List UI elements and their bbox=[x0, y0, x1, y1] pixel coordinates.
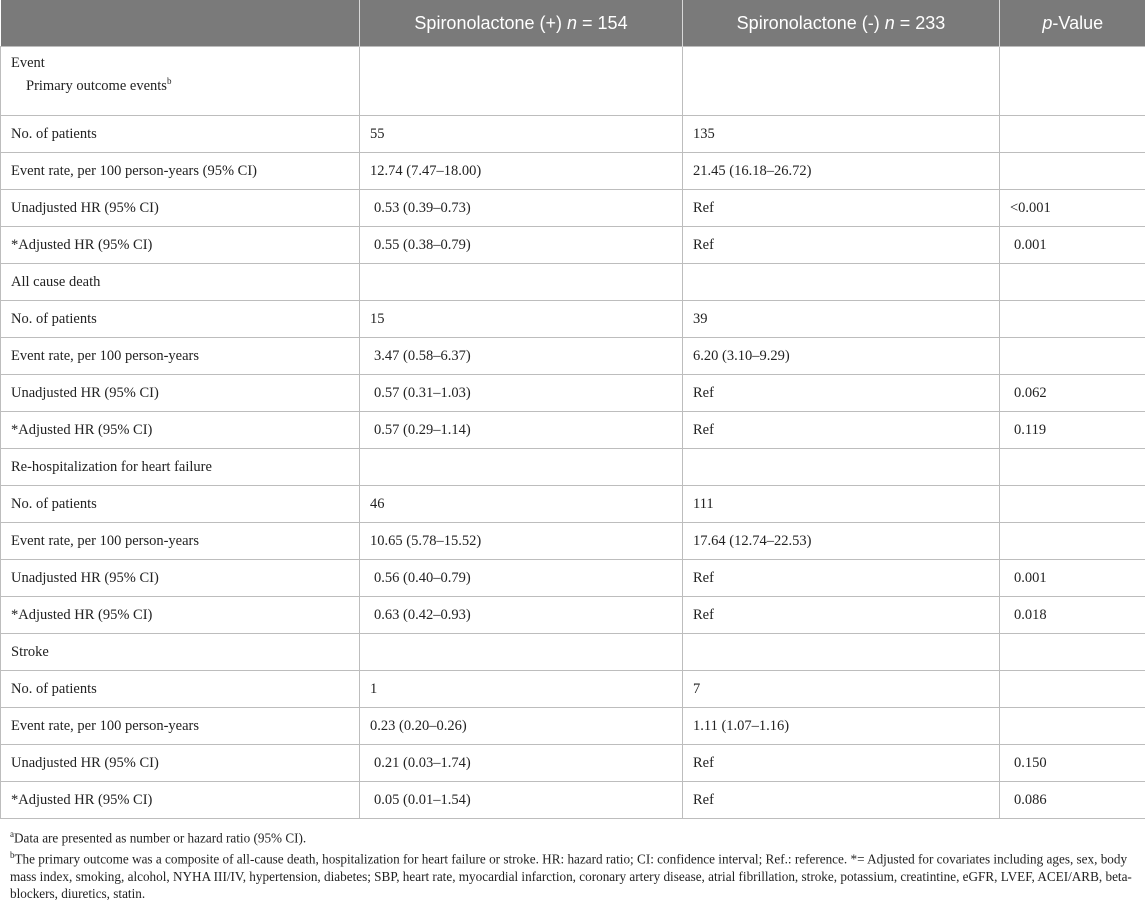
row-label: No. of patients bbox=[1, 301, 360, 338]
spironolactone-plus-value: 0.56 (0.40–0.79) bbox=[360, 560, 683, 597]
spironolactone-plus-value: 3.47 (0.58–6.37) bbox=[360, 338, 683, 375]
header-spironolactone-minus bbox=[683, 0, 1000, 47]
footnote-a bbox=[10, 826, 1138, 847]
footnote-a-text: Data are presented as number or hazard ratio (95% CI). bbox=[14, 830, 306, 845]
row-label: *Adjusted HR (95% CI) bbox=[1, 782, 360, 819]
p-value: 0.001 bbox=[1000, 560, 1145, 597]
spironolactone-minus-value bbox=[683, 449, 1000, 486]
header-plus-n: n bbox=[567, 13, 577, 33]
table-row bbox=[1, 523, 1145, 560]
header-p-suffix: -Value bbox=[1052, 13, 1103, 33]
spironolactone-plus-value: 0.21 (0.03–1.74) bbox=[360, 745, 683, 782]
spironolactone-minus-value: Ref bbox=[683, 782, 1000, 819]
row-label: *Adjusted HR (95% CI) bbox=[1, 412, 360, 449]
p-value bbox=[1000, 449, 1145, 486]
table-cell bbox=[683, 47, 1000, 116]
spironolactone-plus-value bbox=[360, 449, 683, 486]
footnote-a-sup: a bbox=[10, 829, 14, 839]
spironolactone-minus-value: 17.64 (12.74–22.53) bbox=[683, 523, 1000, 560]
p-value bbox=[1000, 486, 1145, 523]
p-value: 0.150 bbox=[1000, 745, 1145, 782]
row-label: No. of patients bbox=[1, 116, 360, 153]
p-value bbox=[1000, 671, 1145, 708]
table-row bbox=[1, 708, 1145, 745]
spironolactone-minus-value: Ref bbox=[683, 560, 1000, 597]
row-label: Event rate, per 100 person-years bbox=[1, 338, 360, 375]
p-value bbox=[1000, 301, 1145, 338]
p-value bbox=[1000, 523, 1145, 560]
table-row bbox=[1, 634, 1145, 671]
header-plus-prefix: Spironolactone (+) bbox=[414, 13, 567, 33]
table-row bbox=[1, 782, 1145, 819]
spironolactone-minus-value: 135 bbox=[683, 116, 1000, 153]
table-row bbox=[1, 301, 1145, 338]
table-row bbox=[1, 745, 1145, 782]
spironolactone-minus-value: Ref bbox=[683, 227, 1000, 264]
table-body bbox=[1, 47, 1145, 819]
spironolactone-plus-value: 0.57 (0.31–1.03) bbox=[360, 375, 683, 412]
table-row bbox=[1, 264, 1145, 301]
p-value: 0.062 bbox=[1000, 375, 1145, 412]
footnote-b-text: The primary outcome was a composite of all-cause death, hospitalization for heart failure or stroke. HR: hazard ratio; CI: confidence interval; Ref.: reference. *= Adjusted for covariates including ages, sex, body mass index, smoking, alcohol, NYHA III/IV, hypertension, diabetes; SBP, heart rate, myocardial infarction, coronary artery disease, atrial fibrillation, stroke, potassium, creatintine, eGFR, LVEF, ACEI/ARB, beta-blockers, diuretics, statin. bbox=[10, 851, 1132, 901]
row-label: Re-hospitalization for heart failure bbox=[1, 449, 360, 486]
header-minus-suffix: = 233 bbox=[895, 13, 946, 33]
table-header bbox=[1, 0, 1145, 47]
header-p-value bbox=[1000, 0, 1145, 47]
p-value bbox=[1000, 264, 1145, 301]
table-row bbox=[1, 486, 1145, 523]
spironolactone-minus-value: 1.11 (1.07–1.16) bbox=[683, 708, 1000, 745]
table-row bbox=[1, 449, 1145, 486]
row-label: Event rate, per 100 person-years (95% CI) bbox=[1, 153, 360, 190]
footnotes bbox=[10, 826, 1138, 903]
row-label: *Adjusted HR (95% CI) bbox=[1, 227, 360, 264]
p-value: 0.001 bbox=[1000, 227, 1145, 264]
table-cell bbox=[360, 47, 683, 116]
table-row bbox=[1, 227, 1145, 264]
row-label: Unadjusted HR (95% CI) bbox=[1, 745, 360, 782]
primary-outcome-label bbox=[11, 76, 349, 95]
header-spironolactone-plus bbox=[360, 0, 683, 47]
p-value bbox=[1000, 116, 1145, 153]
spironolactone-minus-value: Ref bbox=[683, 745, 1000, 782]
row-label: *Adjusted HR (95% CI) bbox=[1, 597, 360, 634]
row-label: Unadjusted HR (95% CI) bbox=[1, 560, 360, 597]
spironolactone-minus-value bbox=[683, 634, 1000, 671]
table-row bbox=[1, 47, 1145, 116]
table-row bbox=[1, 560, 1145, 597]
p-value: 0.119 bbox=[1000, 412, 1145, 449]
table-row bbox=[1, 671, 1145, 708]
table-row bbox=[1, 338, 1145, 375]
table-row bbox=[1, 116, 1145, 153]
spironolactone-minus-value: Ref bbox=[683, 597, 1000, 634]
spironolactone-minus-value: Ref bbox=[683, 412, 1000, 449]
p-value: 0.018 bbox=[1000, 597, 1145, 634]
spironolactone-plus-value: 1 bbox=[360, 671, 683, 708]
spironolactone-minus-value: 7 bbox=[683, 671, 1000, 708]
spironolactone-minus-value: 39 bbox=[683, 301, 1000, 338]
spironolactone-plus-value bbox=[360, 634, 683, 671]
p-value bbox=[1000, 153, 1145, 190]
table-cell bbox=[1000, 47, 1145, 116]
spironolactone-minus-value bbox=[683, 264, 1000, 301]
spironolactone-plus-value: 0.23 (0.20–0.26) bbox=[360, 708, 683, 745]
spironolactone-plus-value: 0.53 (0.39–0.73) bbox=[360, 190, 683, 227]
event-label: Event bbox=[11, 55, 45, 71]
spironolactone-plus-value: 15 bbox=[360, 301, 683, 338]
spironolactone-minus-value: Ref bbox=[683, 190, 1000, 227]
footnote-b bbox=[10, 847, 1138, 903]
p-value: <0.001 bbox=[1000, 190, 1145, 227]
table-row bbox=[1, 190, 1145, 227]
p-value bbox=[1000, 634, 1145, 671]
spironolactone-plus-value: 10.65 (5.78–15.52) bbox=[360, 523, 683, 560]
row-label: No. of patients bbox=[1, 671, 360, 708]
row-label: Stroke bbox=[1, 634, 360, 671]
spironolactone-plus-value: 55 bbox=[360, 116, 683, 153]
table-row bbox=[1, 153, 1145, 190]
row-label: No. of patients bbox=[1, 486, 360, 523]
header-blank bbox=[1, 0, 360, 47]
spironolactone-plus-value: 0.57 (0.29–1.14) bbox=[360, 412, 683, 449]
header-p-italic: p bbox=[1042, 13, 1052, 33]
header-minus-n: n bbox=[885, 13, 895, 33]
primary-outcome-text: Primary outcome events bbox=[26, 78, 167, 94]
table-row bbox=[1, 597, 1145, 634]
table-row bbox=[1, 412, 1145, 449]
spironolactone-plus-value: 46 bbox=[360, 486, 683, 523]
spironolactone-plus-value: 0.55 (0.38–0.79) bbox=[360, 227, 683, 264]
row-label: Event rate, per 100 person-years bbox=[1, 708, 360, 745]
p-value bbox=[1000, 708, 1145, 745]
row-label: Unadjusted HR (95% CI) bbox=[1, 375, 360, 412]
row-label: Event rate, per 100 person-years bbox=[1, 523, 360, 560]
header-minus-prefix: Spironolactone (-) bbox=[737, 13, 885, 33]
spironolactone-minus-value: Ref bbox=[683, 375, 1000, 412]
spironolactone-minus-value: 6.20 (3.10–9.29) bbox=[683, 338, 1000, 375]
table-row bbox=[1, 375, 1145, 412]
p-value: 0.086 bbox=[1000, 782, 1145, 819]
spironolactone-plus-value: 12.74 (7.47–18.00) bbox=[360, 153, 683, 190]
primary-outcome-sup: b bbox=[167, 76, 172, 86]
spironolactone-plus-value bbox=[360, 264, 683, 301]
spironolactone-plus-value: 0.05 (0.01–1.54) bbox=[360, 782, 683, 819]
footnote-b-sup: b bbox=[10, 850, 15, 860]
row-label: All cause death bbox=[1, 264, 360, 301]
p-value bbox=[1000, 338, 1145, 375]
header-plus-suffix: = 154 bbox=[577, 13, 628, 33]
spironolactone-minus-value: 21.45 (16.18–26.72) bbox=[683, 153, 1000, 190]
event-section-label bbox=[1, 47, 360, 116]
row-label: Unadjusted HR (95% CI) bbox=[1, 190, 360, 227]
spironolactone-minus-value: 111 bbox=[683, 486, 1000, 523]
spironolactone-plus-value: 0.63 (0.42–0.93) bbox=[360, 597, 683, 634]
